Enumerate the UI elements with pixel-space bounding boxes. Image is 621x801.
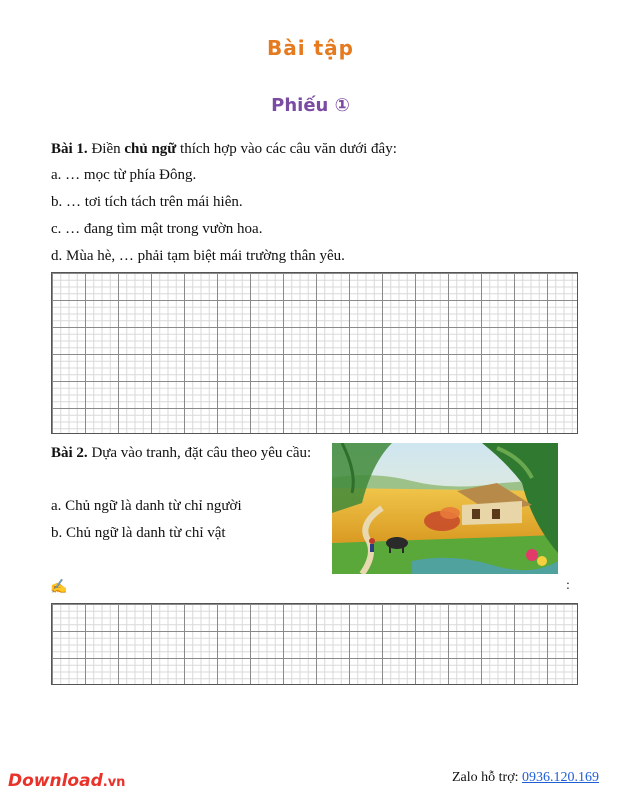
exercise-1-text-after: thích hợp vào các câu văn dưới đây: bbox=[176, 141, 397, 157]
exercise-1-heading bbox=[51, 141, 397, 158]
worksheet-subtitle: Phiếu ① bbox=[271, 95, 350, 116]
pencil-icon: ✍ bbox=[50, 580, 68, 595]
exercise-2-heading bbox=[51, 445, 311, 462]
exercise-1-item-a: a. … mọc từ phía Đông. bbox=[51, 167, 197, 183]
countryside-painting bbox=[332, 443, 558, 574]
exercise-1-label: Bài 1. bbox=[51, 141, 88, 157]
handwriting-grid-2 bbox=[51, 603, 578, 685]
logo-main-text: Download bbox=[8, 771, 103, 791]
exercise-1-item-c: c. … đang tìm mật trong vườn hoa. bbox=[51, 221, 263, 237]
exercise-1-item-b: b. … tơi tích tách trên mái hiên. bbox=[51, 194, 243, 210]
download-logo[interactable] bbox=[8, 771, 125, 791]
exercise-2-item-a: a. Chủ ngữ là danh từ chỉ người bbox=[51, 498, 242, 514]
exercise-1-text-before: Điền bbox=[87, 141, 125, 157]
zalo-label: Zalo hỗ trợ: bbox=[452, 770, 522, 785]
zalo-phone-link[interactable]: 0936.120.169 bbox=[522, 770, 599, 785]
answer-colon: : bbox=[566, 578, 570, 593]
worksheet-title: Bài tập bbox=[267, 36, 354, 60]
exercise-2-item-b: b. Chủ ngữ là danh từ chỉ vật bbox=[51, 525, 226, 541]
logo-suffix-text: .vn bbox=[102, 775, 126, 790]
exercise-1-item-d: d. Mùa hè, … phải tạm biệt mái trường thân yêu. bbox=[51, 248, 345, 264]
countryside-painting-image bbox=[332, 443, 558, 574]
zalo-support bbox=[452, 770, 599, 786]
exercise-1-bold-word: chủ ngữ bbox=[124, 141, 177, 157]
exercise-2-label: Bài 2. bbox=[51, 445, 88, 461]
exercise-2-text: Dựa vào tranh, đặt câu theo yêu cầu: bbox=[87, 445, 312, 461]
handwriting-grid-1 bbox=[51, 272, 578, 434]
